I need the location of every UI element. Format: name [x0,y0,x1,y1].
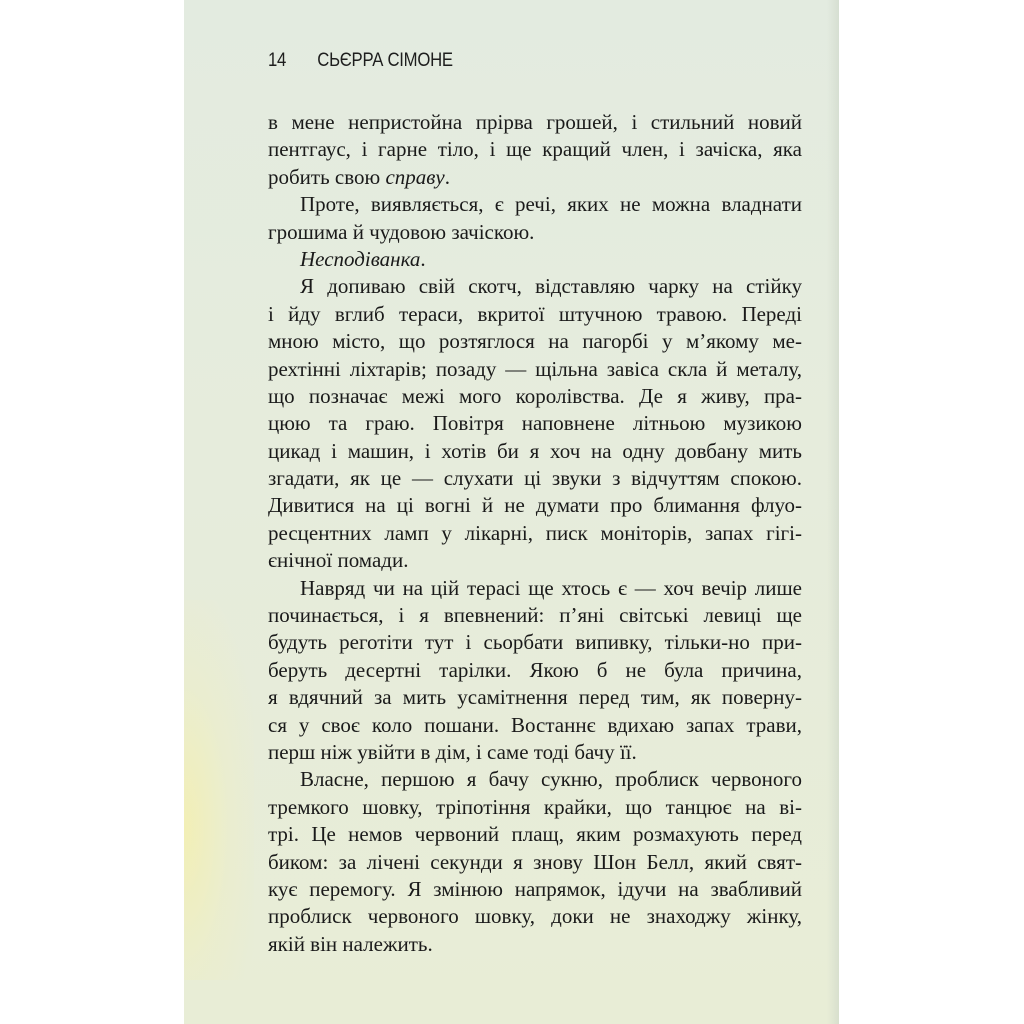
text-line: биком: за лічені секунди я знову Шон Белл, який свят- [268,849,802,874]
text-line: рехтінні ліхтарів; позаду — щільна завіса скла й металу, [268,356,802,381]
italic-emphasis: справу [385,164,445,189]
text-run: . [420,246,426,271]
text-run: . [444,164,450,189]
text-line: Власне, першою я бачу сукню, проблиск червоного [300,767,802,792]
running-head [268,50,453,72]
text-line: перш ніж увійти в дім, і саме тоді бачу її. [268,739,637,764]
text-line: Я допиваю свій скотч, відставляю чарку на стійку [300,274,802,299]
text-line: тремкого шовку, тріпотіння крайки, що танцює на ві- [268,794,802,819]
text-line: мною місто, що розтяглося на пагорбі у м’якому ме- [268,329,802,354]
text-line: що позначає межі мого королівства. Де я живу, пра- [268,383,802,408]
text-line: починається, і я впевнений: п’яні світські левиці ще [268,603,802,628]
text-line: пентгаус, і гарне тіло, і ще кращий член, і зачіска, яка [268,137,802,162]
text-line: згадати, як це — слухати ці звуки з відчуттям спокою. [268,466,802,491]
body-text [268,109,802,958]
text-run: робить свою [268,164,386,189]
text-line: цюю та граю. Повітря наповнене літньою музикою [268,411,802,436]
text-line: беруть десертні тарілки. Якою б не була причина, [268,657,802,682]
text-line: цикад і машин, і хотів би я хоч на одну довбану мить [268,438,802,463]
text-line: грошима й чудовою зачіскою. [268,219,535,244]
text-line: ресцентних ламп у лікарні, писк моніторів, запах гігі- [268,520,802,545]
text-line [268,246,802,273]
text-line: єнічної помади. [268,548,409,573]
text-line: Проте, виявляється, є речі, яких не можна владнати [300,192,802,217]
text-line: будуть реготіти тут і сьорбати випивку, тільки-но при- [268,630,802,655]
book-page [184,0,839,1024]
running-title: СЬЄРРА СІМОНЕ [317,50,453,71]
text-line: Навряд чи на цій терасі ще хтось є — хоч вечір лише [300,575,802,600]
text-line: кує перемогу. Я змінюю напрямок, ідучи на звабливий [268,876,802,901]
text-line: в мене непристойна прірва грошей, і стильний новий [268,110,802,134]
text-line: ся у своє коло пошани. Востаннє вдихаю запах трави, [268,712,802,737]
italic-emphasis: Несподіванка [300,246,421,271]
text-line: я вдячний за мить усамітнення перед тим, як поверну- [268,685,802,710]
text-line: трі. Це немов червоний плащ, яким розмахують перед [268,822,802,847]
text-line: Дивитися на ці вогні й не думати про блимання флуо- [268,493,802,518]
text-line [268,164,802,191]
text-line: і йду вглиб тераси, вкритої штучною травою. Переді [268,301,802,326]
page-number: 14 [268,50,287,71]
text-line: проблиск червоного шовку, доки не знаходжу жінку, [268,904,802,929]
text-line: якій він належить. [268,931,433,956]
